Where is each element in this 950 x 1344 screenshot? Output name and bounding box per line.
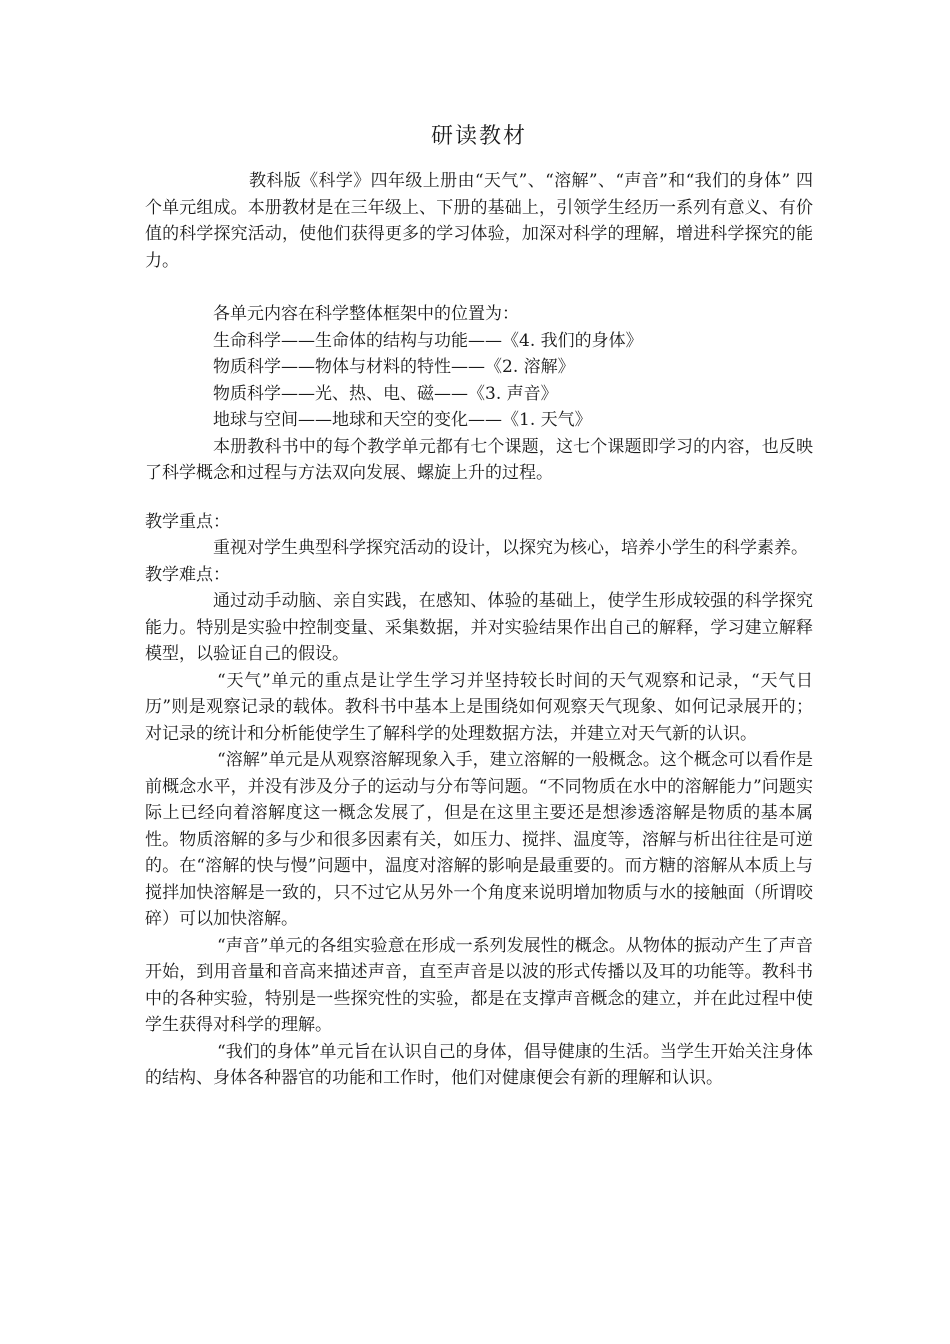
difficulties-text: 通过动手动脑、亲自实践，在感知、体验的基础上，使学生形成较强的科学探究能力。特别是实验中控制变量、采集数据，并对实验结果作出自己的解释，学习建立解释模型，以验证自己的假设。 <box>145 591 813 664</box>
framework-item-earth-space: 地球与空间——地球和天空的变化——《1. 天气》 <box>213 410 592 430</box>
unit-dissolving-paragraph: “溶解”单元是从观察溶解现象入手，建立溶解的一般概念。这个概念可以看作是前概念水平，并没有涉及分子的运动与分布等问题。“不同物质在水中的溶解能力”问题实际上已经向着溶解度这一概念发展了，但是在这里主要还是想渗透溶解是物质的基本属性。物质溶解的多与少和很多因素有关，如压力、搅拌、温度等，溶解与析出往往是可逆的。在“溶解的快与慢”问题中，温度对溶解的影响是最重要的。而方糖的溶解从本质上与搅拌加快溶解是一致的，只不过它从另外一个角度来说明增加物质与水的接触面（所谓咬碎）可以加快溶解。 <box>145 750 813 929</box>
page-title: 研读教材 <box>430 124 527 149</box>
spacer <box>145 487 813 509</box>
difficulties-heading: 教学难点： <box>145 564 230 585</box>
intro-paragraph: 教科版《科学》四年级上册由“天气”、“溶解”、“声音”和“我们的身体” 四个单元组成。本册教材是在三年级上、下册的基础上，引领学生经历一系列有意义、有价值的科学探究活动，使他们获得更多的学习体验，加深对科学的理解，增进科学探究的能力。 <box>145 171 813 271</box>
unit-body-paragraph: “我们的身体”单元旨在认识自己的身体，倡导健康的生活。当学生开始关注身体的结构、身体各种器官的功能和工作时，他们对健康便会有新的理解和认识。 <box>145 1041 813 1088</box>
framework-item-material-science: 物质科学——物体与材料的特性——《2. 溶解》 <box>213 357 575 377</box>
spacer <box>145 274 813 301</box>
unit-weather-paragraph: “天气”单元的重点是让学生学习并坚持较长时间的天气观察和记录，“天气日历”则是观察记录的载体。教科书中基本上是围绕如何观察天气现象、如何记录展开的；对记录的统计和分析能使学生了解科学的处理数据方法，并建立对天气新的认识。 <box>145 670 813 744</box>
framework-item-physical-science: 物质科学——光、热、电、磁——《3. 声音》 <box>213 383 558 404</box>
key-points-text: 重视对学生典型科学探究活动的设计，以探究为核心，培养小学生的科学素养。 <box>213 538 808 558</box>
unit-sound-paragraph: “声音”单元的各组实验意在形成一系列发展性的概念。从物体的振动产生了声音开始，到用音量和音高来描述声音，直至声音是以波的形式传播以及耳的功能等。教科书中的各种实验，特别是一些探究性的实验，都是在支撑声音概念的建立，并在此过程中使学生获得对科学的理解。 <box>145 935 813 1035</box>
framework-item-life-science: 生命科学——生命体的结构与功能——《4. 我们的身体》 <box>213 330 643 351</box>
document-page <box>145 118 813 1092</box>
framework-intro: 各单元内容在科学整体框架中的位置为： <box>213 304 519 324</box>
key-points-heading: 教学重点： <box>145 511 230 532</box>
framework-summary: 本册教科书中的每个教学单元都有七个课题，这七个课题即学习的内容，也反映了科学概念和过程与方法双向发展、螺旋上升的过程。 <box>145 436 813 483</box>
